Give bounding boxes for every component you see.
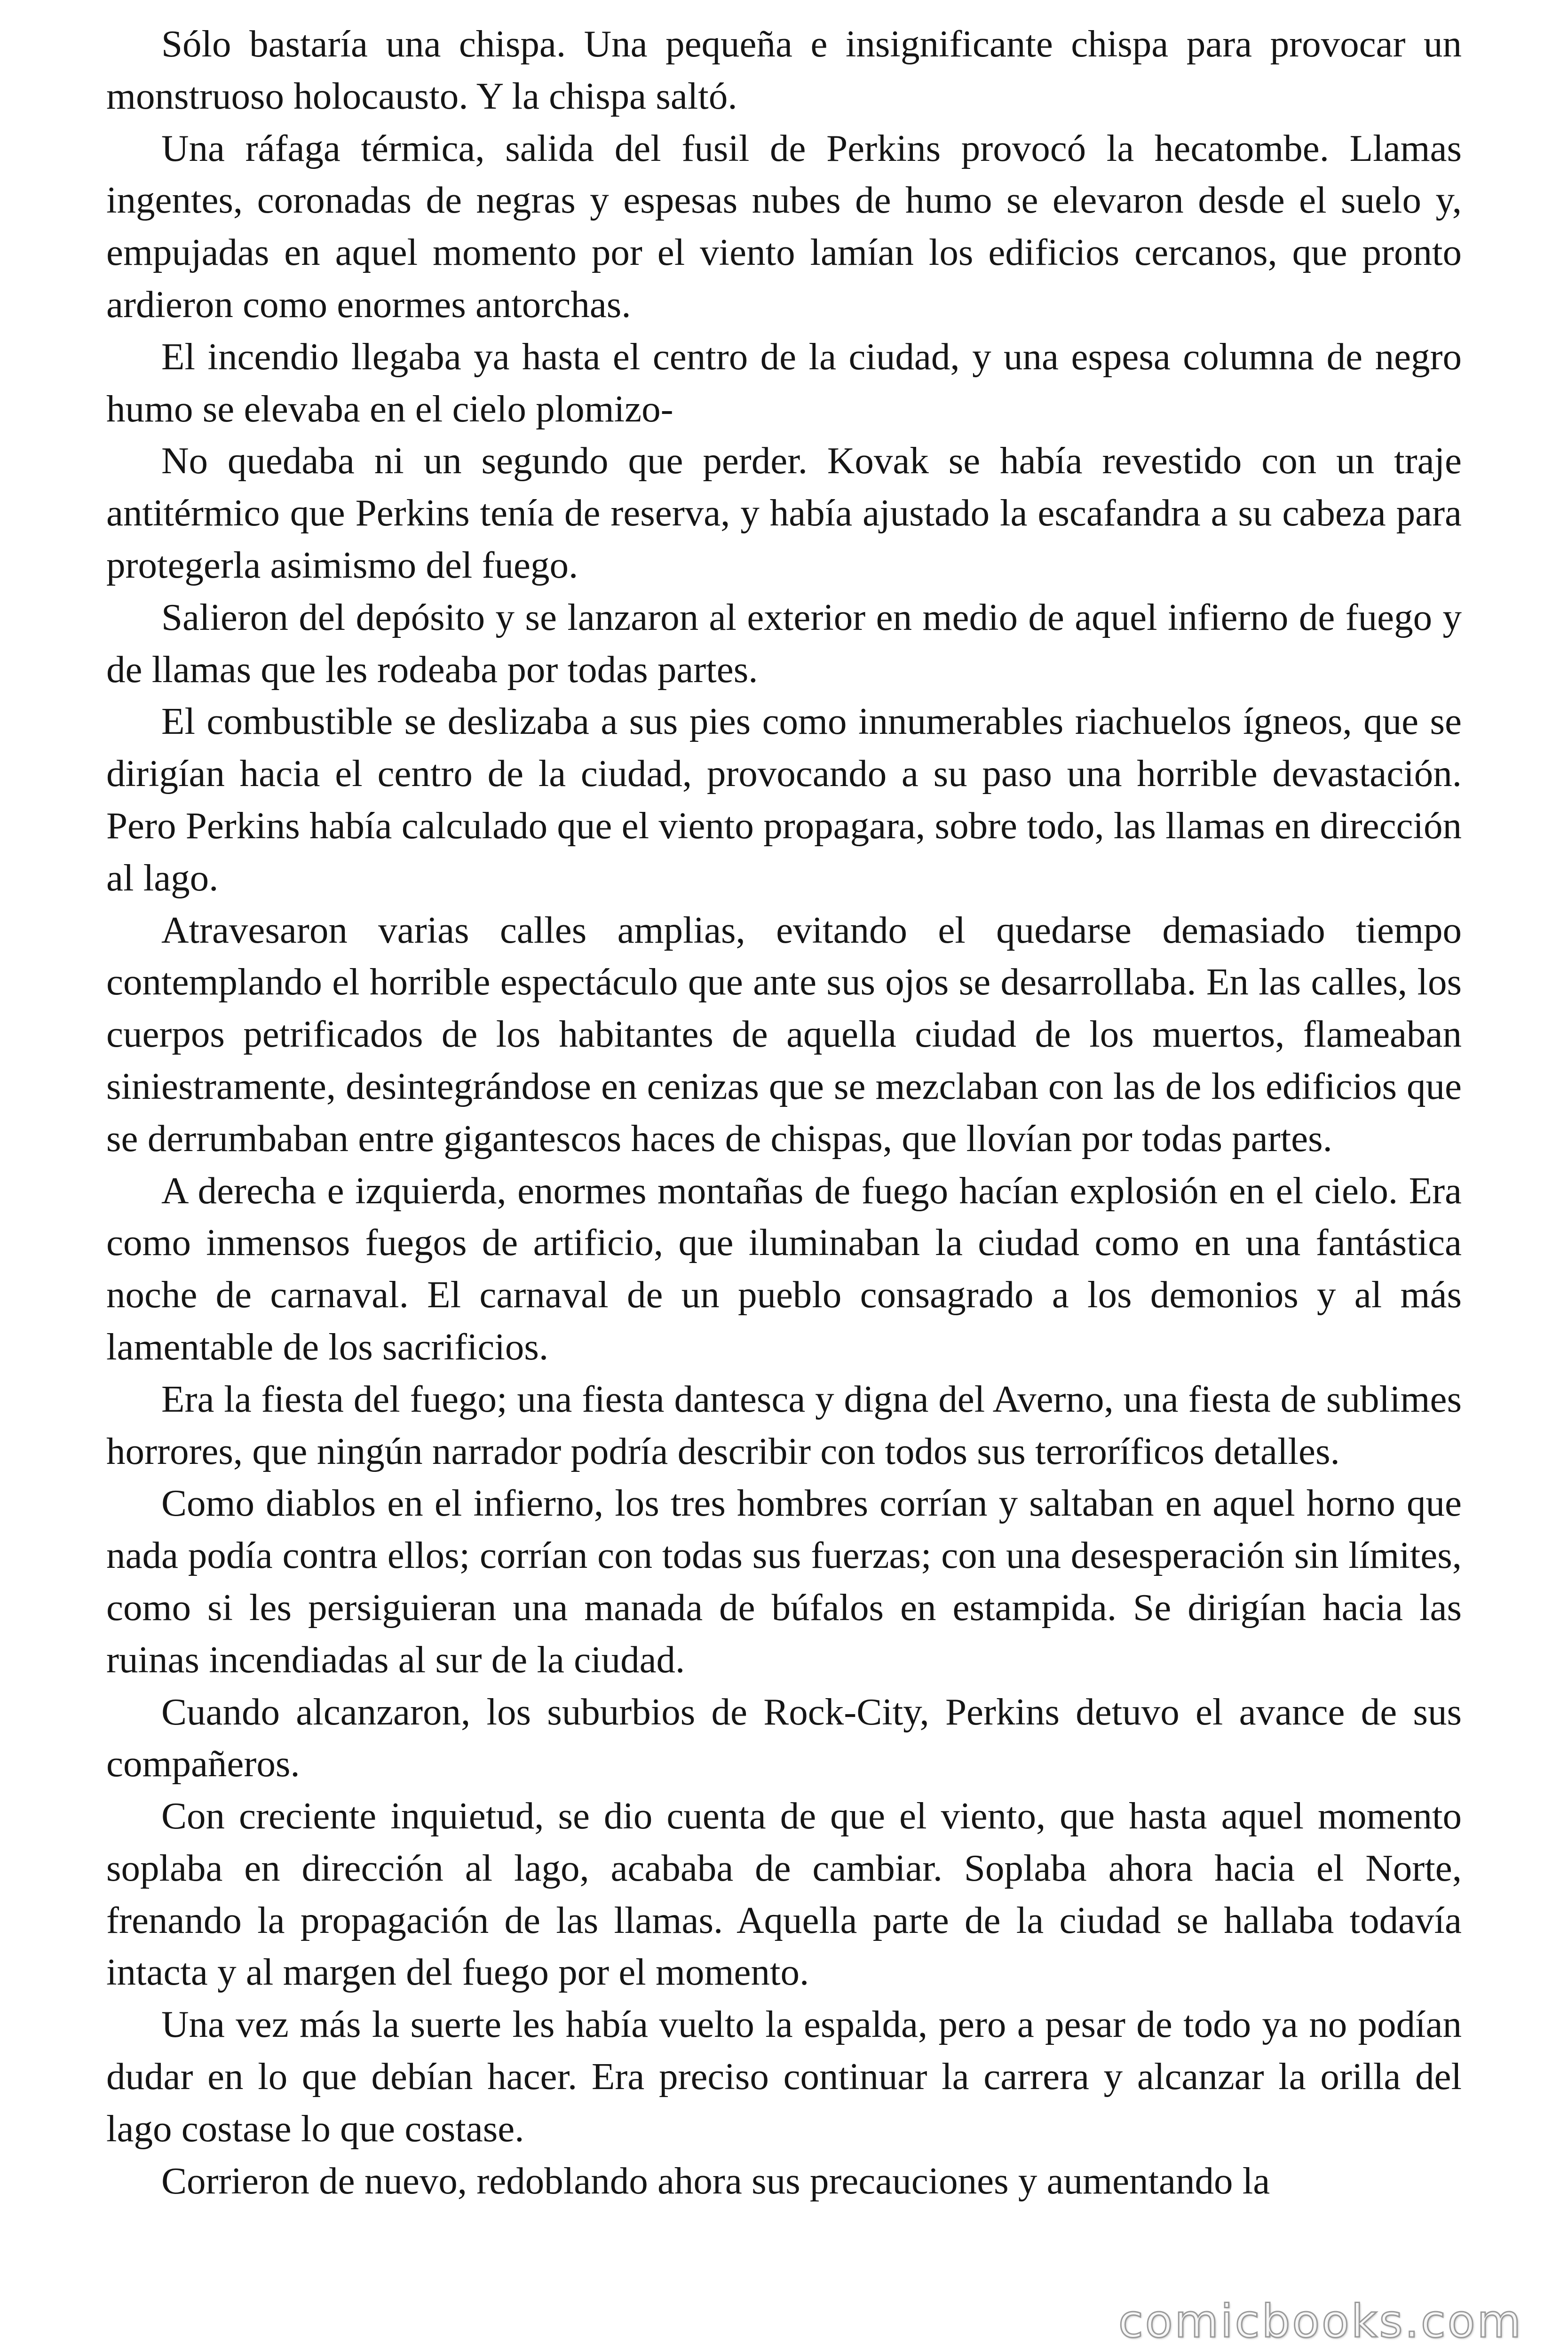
paragraph-1: Sólo bastaría una chispa. Una pequeña e insignificante chispa para provocar un monstruoso holocausto. Y la chispa saltó. [106, 23, 1462, 117]
paragraph-10: Como diablos en el infierno, los tres hombres corrían y saltaban en aquel horno que nada podía contra ellos; corrían con todas sus fuerzas; con una desesperación sin límites, como si les persiguieran una manada de búfalos en estampida. Se dirigían hacia las ruinas incendiadas al sur de la ciudad. [106, 1482, 1462, 1681]
paragraph-13: Una vez más la suerte les había vuelto la espalda, pero a pesar de todo ya no podían dudar en lo que debían hacer. Era preciso continuar la carrera y alcanzar la orilla del lago costase lo que costase. [106, 2003, 1462, 2150]
paragraph-9: Era la fiesta del fuego; una fiesta dantesca y digna del Averno, una fiesta de sublimes horrores, que ningún narrador podría describir con todos sus terroríficos detalles. [106, 1377, 1462, 1472]
paragraph-4: No quedaba ni un segundo que perder. Kovak se había revestido con un traje antitérmico que Perkins tenía de reserva, y había ajustado la escafandra a su cabeza para protegerla asimismo del fuego. [106, 439, 1462, 586]
paragraph-6: El combustible se deslizaba a sus pies como innumerables riachuelos ígneos, que se dirigían hacia el centro de la ciudad, provocando a su paso una horrible devastación. Pero Perkins había calculado que el viento propagara, sobre todo, las llamas en dirección al lago. [106, 700, 1462, 899]
paragraph-12: Con creciente inquietud, se dio cuenta de que el viento, que hasta aquel momento soplaba en dirección al lago, acababa de cambiar. Soplaba ahora hacia el Norte, frenando la propagación de las llamas. Aquella parte de la ciudad se hallaba todavía intacta y al margen del fuego por el momento. [106, 1795, 1462, 1994]
watermark: comicbooks.com [1118, 2295, 1523, 2348]
document-page [106, 18, 1462, 2207]
paragraph-3: El incendio llegaba ya hasta el centro de la ciudad, y una espesa columna de negro humo se elevaba en el cielo plomizo- [106, 335, 1462, 430]
paragraph-5: Salieron del depósito y se lanzaron al exterior en medio de aquel infierno de fuego y de llamas que les rodeaba por todas partes. [106, 596, 1462, 691]
paragraph-11: Cuando alcanzaron, los suburbios de Rock-City, Perkins detuvo el avance de sus compañeros. [106, 1690, 1462, 1785]
paragraph-7: Atravesaron varias calles amplias, evitando el quedarse demasiado tiempo contemplando el horrible espectáculo que ante sus ojos se desarrollaba. En las calles, los cuerpos petrificados de los habitantes de aquella ciudad de los muertos, flameaban siniestramente, desintegrándose en cenizas que se mezclaban con las de los edificios que se derrumbaban entre gigantescos haces de chispas, que llovían por todas partes. [106, 908, 1462, 1160]
paragraph-2: Una ráfaga térmica, salida del fusil de Perkins provocó la hecatombe. Llamas ingentes, coronadas de negras y espesas nubes de humo se elevaron desde el suelo y, empujadas en aquel momento por el viento lamían los edificios cercanos, que pronto ardieron como enormes antorchas. [106, 127, 1462, 326]
paragraph-14: Corrieron de nuevo, redoblando ahora sus precauciones y aumentando la [161, 2159, 1270, 2202]
paragraph-8: A derecha e izquierda, enormes montañas de fuego hacían explosión en el cielo. Era como inmensos fuegos de artificio, que iluminaban la ciudad como en una fantástica noche de carnaval. El carnaval de un pueblo consagrado a los demonios y al más lamentable de los sacrificios. [106, 1169, 1462, 1368]
